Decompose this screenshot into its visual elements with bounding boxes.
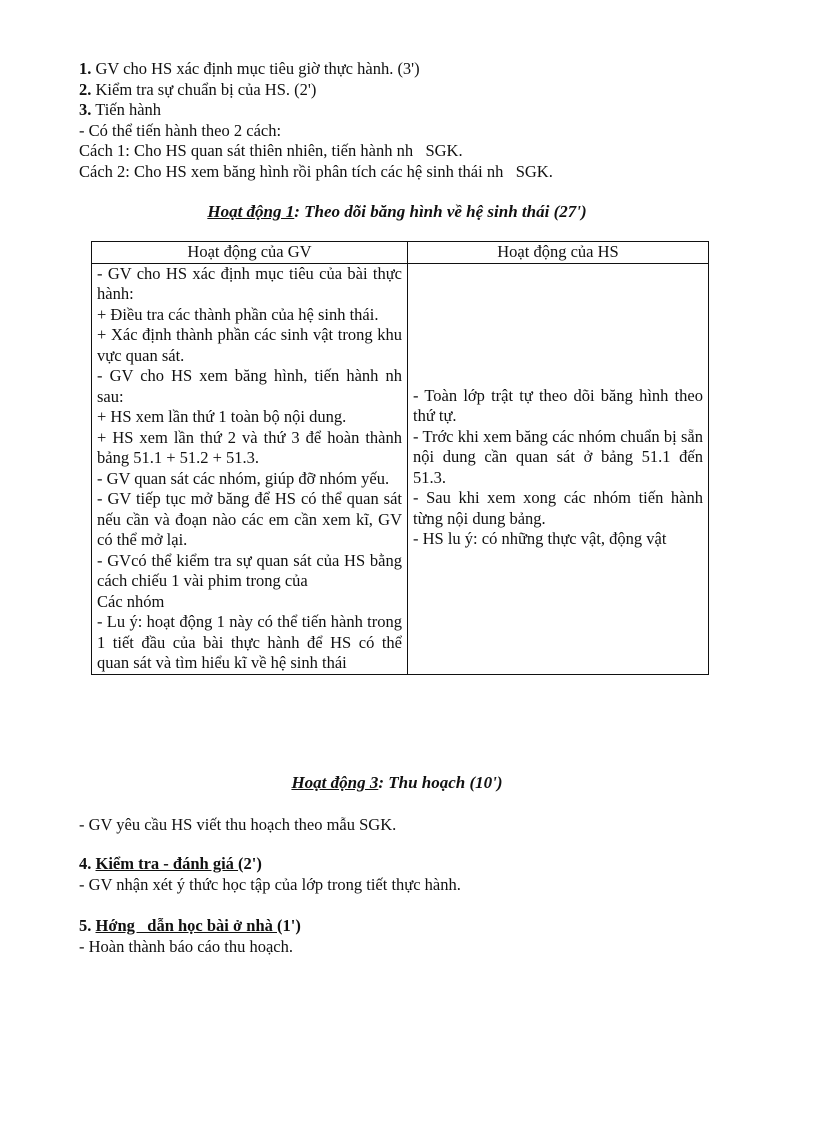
gv-line: + Xác định thành phần các sinh vật trong khu vực quan sát.: [97, 325, 402, 365]
intro-item-2: 2. Kiểm tra sự chuẩn bị của HS. (2'): [79, 79, 317, 99]
gv-line: - GV cho HS xác định mục tiêu của bài thực hành:: [97, 263, 402, 303]
intro-item-1: 1. GV cho HS xác định mục tiêu giờ thực hành. (3'): [79, 59, 420, 78]
document-page: [79, 59, 715, 956]
section-4-line: - GV nhận xét ý thức học tập của lớp trong tiết thực hành.: [79, 875, 461, 894]
intro-line-3: Cách 2: Cho HS xem băng hình rồi phân tích các hệ sinh thái nh SGK.: [79, 161, 553, 181]
gv-line: - GV tiếp tục mở băng để HS có thể quan sát nếu cần và đoạn nào các em cần xem kĩ, GV có thể mở lại.: [97, 489, 402, 549]
hs-line: - HS lu ý: có những thực vật, động vật: [413, 529, 667, 548]
intro-line-1: - Có thể tiến hành theo 2 cách:: [79, 120, 282, 140]
hs-line: - Trớc khi xem băng các nhóm chuẩn bị sẵn nội dung cần quan sát ở bảng 51.1 đến 51.3.: [413, 426, 703, 487]
activity-3-line: - GV yêu cầu HS viết thu hoạch theo mẫu SGK.: [79, 815, 397, 834]
gv-line: + Điều tra các thành phần của hệ sinh thái.: [97, 304, 379, 324]
section-5-heading: 5. Hớng dẫn học bài ở nhà (1'): [79, 916, 301, 935]
hs-line: - Sau khi xem xong các nhóm tiến hành từng nội dung bảng.: [413, 488, 703, 528]
gv-line: + HS xem lần thứ 1 toàn bộ nội dung.: [97, 407, 347, 426]
gv-line: - GVcó thể kiểm tra sự quan sát của HS bằng cách chiếu 1 vài phim trong của: [97, 550, 402, 590]
hs-activities-cell: [408, 263, 709, 674]
gv-line: - GV cho HS xem băng hình, tiến hành nh sau:: [97, 366, 402, 406]
section-5-line: - Hoàn thành báo cáo thu hoạch.: [79, 937, 293, 956]
intro-item-3: 3. Tiến hành: [79, 100, 162, 119]
intro-line-2: Cách 1: Cho HS quan sát thiên nhiên, tiến hành nh SGK.: [79, 141, 463, 160]
activity-3-heading: Hoạt động 3: Thu hoạch (10'): [291, 773, 503, 792]
gv-line: - Lu ý: hoạt động 1 này có thể tiến hành trong 1 tiết đầu của bài thực hành để HS có thể quan sát và tìm hiểu kĩ về hệ sinh thái: [97, 612, 402, 672]
gv-activities-cell: [92, 263, 408, 674]
gv-line: Các nhóm: [97, 591, 165, 611]
section-4-heading: 4. Kiểm tra - đánh giá (2'): [79, 854, 262, 873]
activity-table: [91, 241, 709, 675]
gv-line: + HS xem lần thứ 2 và thứ 3 để hoàn thành bảng 51.1 + 51.2 + 51.3.: [97, 427, 402, 467]
header-hs: Hoạt động của HS: [408, 242, 709, 264]
gv-line: - GV quan sát các nhóm, giúp đỡ nhóm yếu.: [97, 468, 390, 488]
hs-line: - Toàn lớp trật tự theo dõi băng hình theo thứ tự.: [413, 385, 703, 425]
header-gv: Hoạt động của GV: [92, 242, 408, 264]
activity-1-heading: Hoạt động 1: Theo dõi băng hình về hệ sinh thái (27'): [207, 202, 587, 221]
